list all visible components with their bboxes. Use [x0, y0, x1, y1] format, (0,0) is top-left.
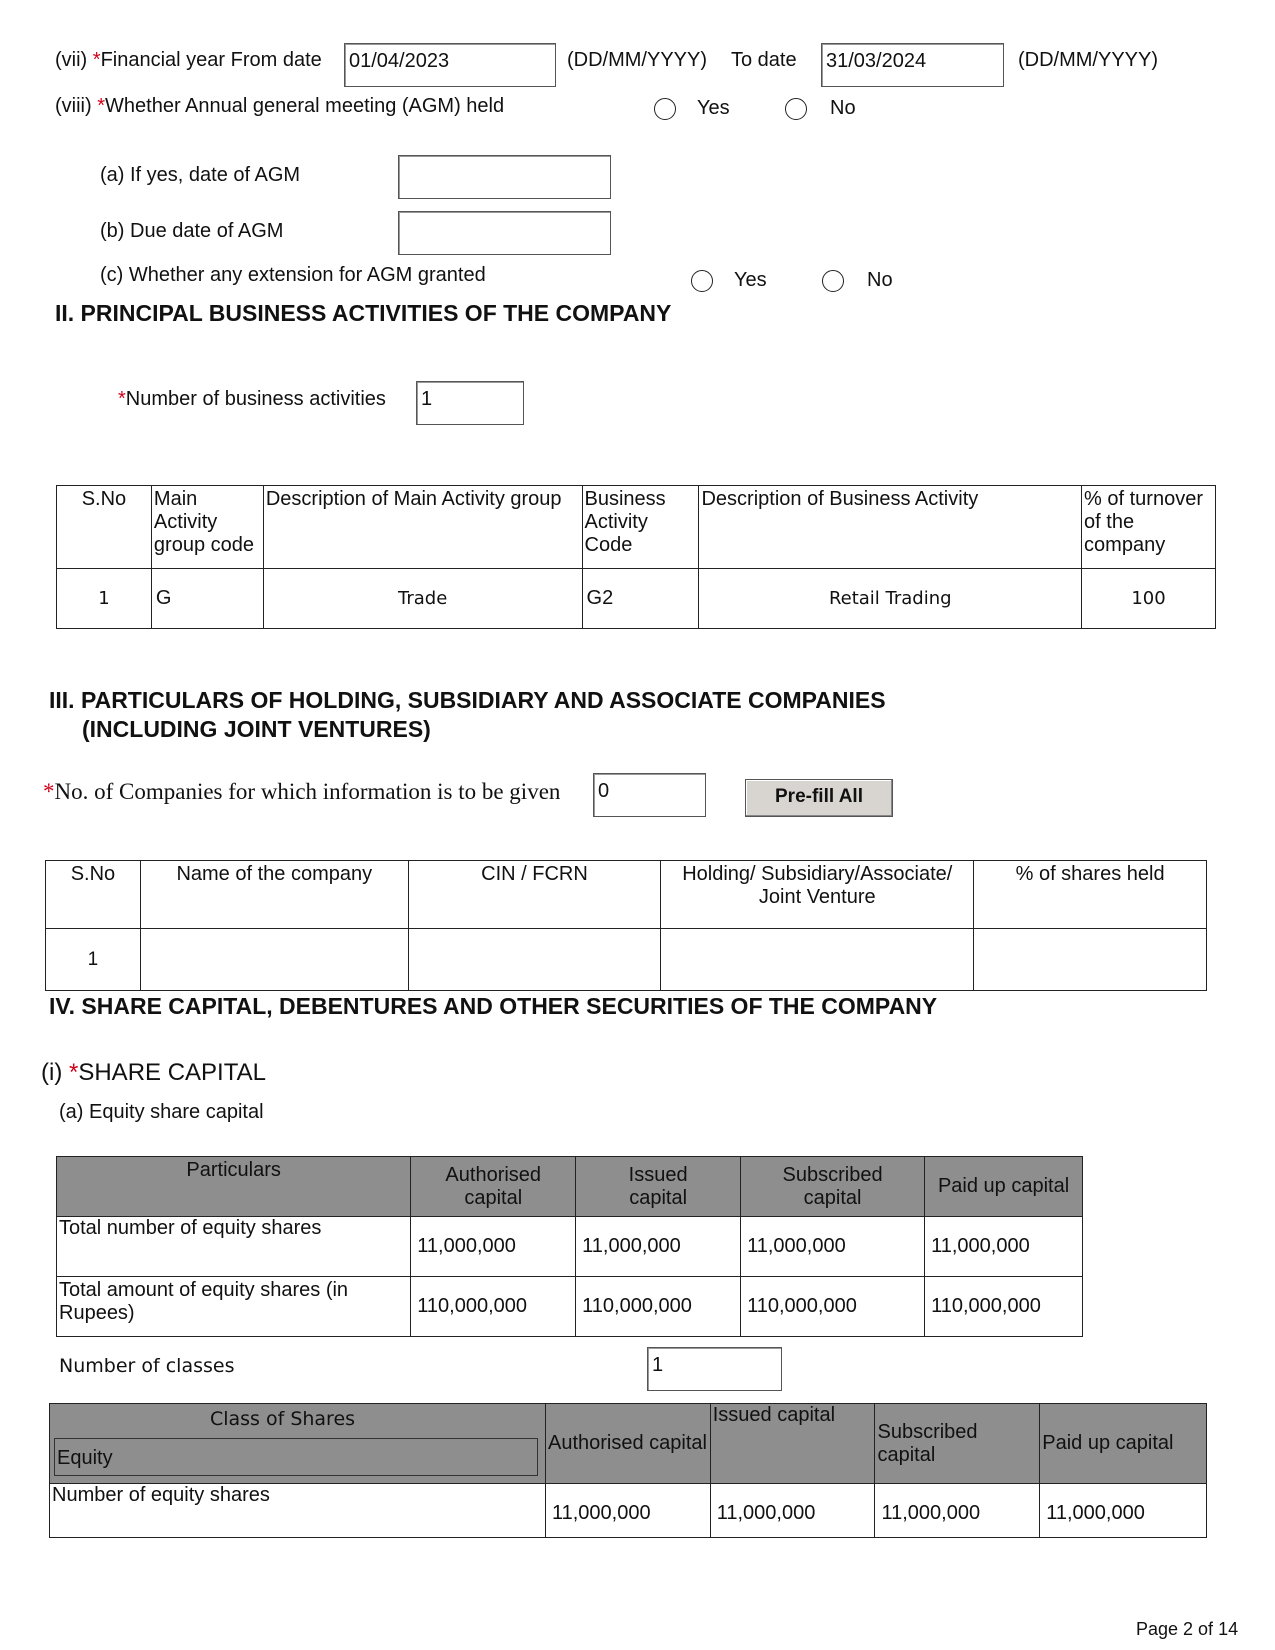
business-activities-table — [56, 485, 1216, 629]
row-label: Total amount of equity shares (in Rupees) — [57, 1277, 411, 1337]
cell-paid-up[interactable]: 110,000,000 — [925, 1277, 1083, 1337]
table-row — [50, 1484, 1207, 1538]
agm-due-date-label: (b) Due date of AGM — [100, 220, 284, 242]
row-label: Number of equity shares — [50, 1484, 546, 1538]
header-authorised: Authorised capital — [545, 1404, 710, 1484]
agm-extension-yes-radio[interactable] — [691, 270, 713, 292]
header-paid-up: Paid up capital — [925, 1157, 1083, 1217]
header-sno: S.No — [46, 861, 141, 929]
cell-activity-desc: Retail Trading — [699, 569, 1082, 629]
header-shares-held: % of shares held — [974, 861, 1207, 929]
header-particulars: Particulars — [57, 1157, 411, 1217]
number-of-classes-label: Number of classes — [59, 1355, 235, 1377]
header-company-name: Name of the company — [140, 861, 408, 929]
header-business-activity-code: Business Activity Code — [582, 486, 699, 569]
cell-group-desc: Trade — [263, 569, 582, 629]
cell-turnover[interactable]: 100 — [1082, 569, 1216, 629]
header-class-of-shares — [50, 1404, 546, 1484]
class-of-shares-table — [49, 1403, 1207, 1538]
header-issued: Issued capital — [710, 1404, 875, 1484]
cell-subscribed[interactable]: 11,000,000 — [741, 1217, 925, 1277]
cell-subscribed[interactable]: 11,000,000 — [875, 1484, 1040, 1538]
agm-extension-no-radio[interactable] — [822, 270, 844, 292]
cell-shares-held[interactable] — [974, 929, 1207, 991]
table-row — [57, 1217, 1083, 1277]
agm-yes-label: Yes — [697, 97, 730, 119]
agm-due-date-input[interactable] — [398, 211, 611, 255]
cell-sno: 1 — [57, 569, 152, 629]
cell-paid-up[interactable]: 11,000,000 — [1040, 1484, 1207, 1538]
companies-count-label: *No. of Companies for which information is to be given — [43, 779, 561, 804]
agm-extension-yes-label: Yes — [734, 269, 767, 291]
agm-date-label: (a) If yes, date of AGM — [100, 164, 301, 186]
fy-from-date-input[interactable]: 01/04/2023 — [344, 43, 556, 87]
section-2-title: II. PRINCIPAL BUSINESS ACTIVITIES OF THE COMPANY — [55, 300, 672, 326]
business-activities-label: *Number of business activities — [118, 388, 386, 410]
cell-subscribed[interactable]: 110,000,000 — [741, 1277, 925, 1337]
row-label: Total number of equity shares — [57, 1217, 411, 1277]
table-row — [57, 569, 1216, 629]
equity-share-capital-label: (a) Equity share capital — [59, 1101, 264, 1123]
agm-no-label: No — [830, 97, 856, 119]
cell-authorised[interactable]: 11,000,000 — [411, 1217, 576, 1277]
header-sno: S.No — [57, 486, 152, 569]
cell-authorised[interactable]: 110,000,000 — [411, 1277, 576, 1337]
fy-to-date-input[interactable]: 31/03/2024 — [821, 43, 1004, 87]
header-main-activity-code: Main Activity group code — [151, 486, 263, 569]
cell-issued[interactable]: 11,000,000 — [576, 1217, 741, 1277]
number-of-classes-input[interactable]: 1 — [647, 1347, 782, 1391]
header-turnover: % of turnover of the company — [1082, 486, 1216, 569]
header-paid-up: Paid up capital — [1040, 1404, 1207, 1484]
companies-count-input[interactable]: 0 — [593, 773, 706, 817]
section-4-title: IV. SHARE CAPITAL, DEBENTURES AND OTHER SECURITIES OF THE COMPANY — [49, 993, 938, 1019]
agm-extension-no-label: No — [867, 269, 893, 291]
agm-yes-radio[interactable] — [654, 98, 676, 120]
header-business-activity-desc: Description of Business Activity — [699, 486, 1082, 569]
cell-issued[interactable]: 110,000,000 — [576, 1277, 741, 1337]
business-activities-input[interactable]: 1 — [416, 381, 524, 425]
cell-cin[interactable] — [408, 929, 661, 991]
cell-group-code[interactable]: G — [151, 569, 263, 629]
equity-capital-table — [56, 1156, 1083, 1337]
table-row — [46, 929, 1207, 991]
section-3-title-line2: (INCLUDING JOINT VENTURES) — [82, 716, 431, 742]
fy-format-2: (DD/MM/YYYY) — [1018, 49, 1158, 71]
cell-sno: 1 — [46, 929, 141, 991]
table-row — [57, 1277, 1083, 1337]
agm-no-radio[interactable] — [785, 98, 807, 120]
cell-company-type[interactable] — [661, 929, 974, 991]
agm-extension-label: (c) Whether any extension for AGM granted — [100, 264, 486, 286]
fy-to-label: To date — [731, 49, 797, 71]
cell-authorised[interactable]: 11,000,000 — [545, 1484, 710, 1538]
header-authorised: Authorised capital — [411, 1157, 576, 1217]
header-subscribed: Subscribed capital — [875, 1404, 1040, 1484]
share-capital-title: (i) *SHARE CAPITAL — [41, 1059, 266, 1086]
class-of-shares-select[interactable]: Equity — [54, 1438, 538, 1476]
agm-label: (viii) *Whether Annual general meeting (AGM) held — [55, 95, 505, 117]
prefill-all-button[interactable]: Pre-fill All — [745, 779, 893, 817]
cell-paid-up[interactable]: 11,000,000 — [925, 1217, 1083, 1277]
header-subscribed: Subscribed capital — [741, 1157, 925, 1217]
fy-label: (vii) *Financial year From date — [55, 49, 322, 71]
agm-date-input[interactable] — [398, 155, 611, 199]
fy-format-1: (DD/MM/YYYY) — [567, 49, 707, 71]
cell-issued[interactable]: 11,000,000 — [710, 1484, 875, 1538]
page-number: Page 2 of 14 — [1136, 1619, 1239, 1639]
holding-companies-table — [45, 860, 1207, 991]
class-of-shares-label: Class of Shares — [209, 1408, 356, 1430]
header-cin: CIN / FCRN — [408, 861, 661, 929]
section-3-title-line1: III. PARTICULARS OF HOLDING, SUBSIDIARY AND ASSOCIATE COMPANIES — [49, 687, 886, 713]
header-main-activity-desc: Description of Main Activity group — [263, 486, 582, 569]
header-company-type: Holding/ Subsidiary/Associate/ Joint Venture — [661, 861, 974, 929]
header-issued: Issued capital — [576, 1157, 741, 1217]
cell-company-name[interactable] — [140, 929, 408, 991]
cell-activity-code[interactable]: G2 — [582, 569, 699, 629]
